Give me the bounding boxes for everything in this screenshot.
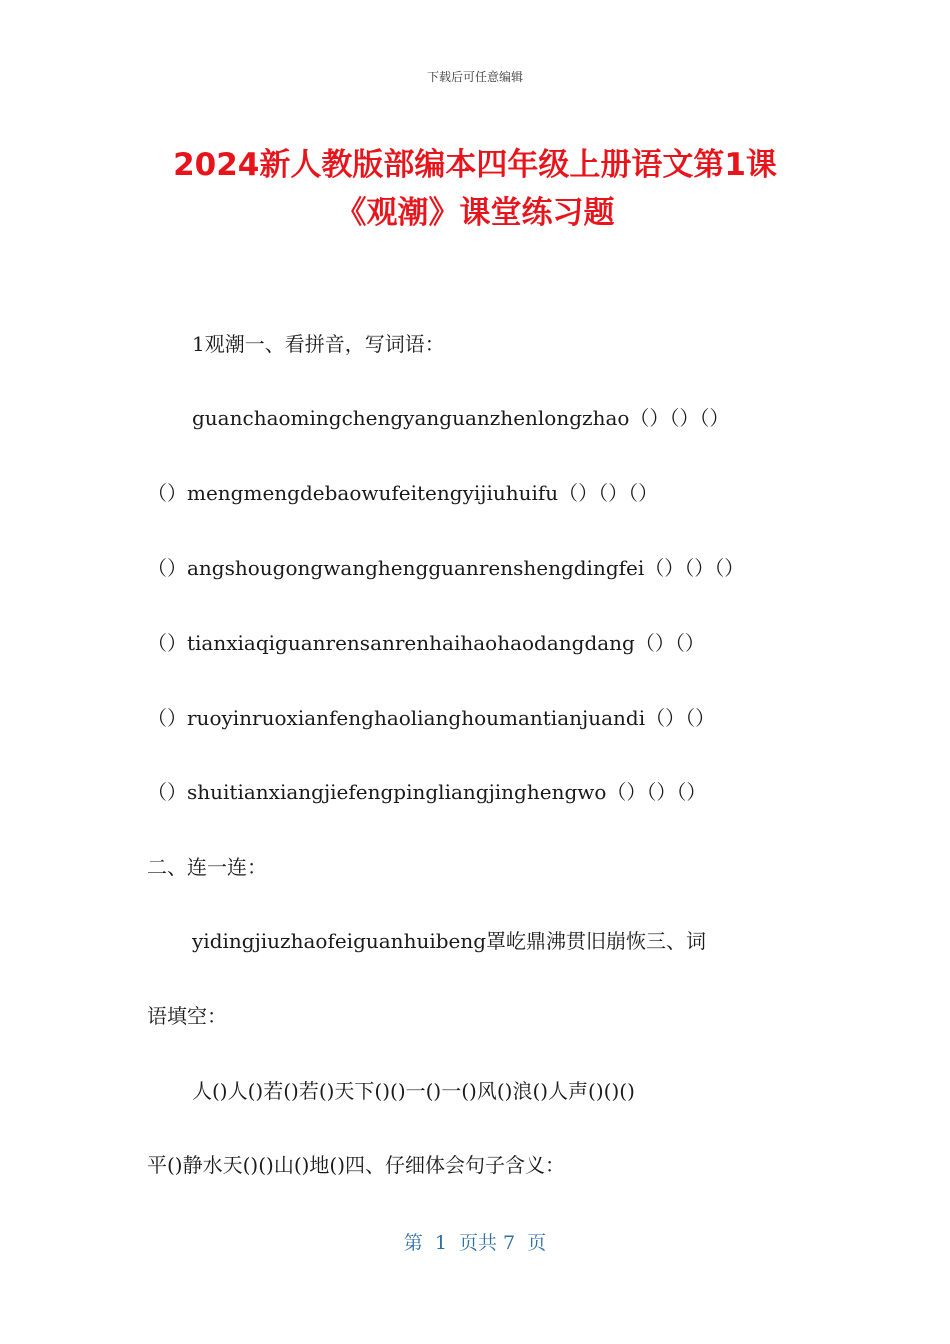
page-footer: 第 1 页共 7 页	[403, 1232, 547, 1254]
pinyin-line: （）angshougongwanghengguanrenshengdingfei（）（）（）	[147, 556, 745, 580]
document-title-line-1: 2024新人教版部编本四年级上册语文第1课	[173, 147, 777, 183]
pinyin-line: （）tianxiaqiguanrensanrenhaihaohaodangdang（）（）	[147, 631, 705, 655]
header-note: 下载后可任意编辑	[426, 70, 523, 84]
fill-in-line: 人()人()若()若()天下()()一()一()风()浪()人声()()()	[192, 1079, 635, 1103]
document-title-line-2: 《观潮》课堂练习题	[335, 195, 615, 231]
section-heading: 二、连一连：	[147, 855, 267, 879]
pinyin-line: （）ruoyinruoxianfenghaolianghoumantianjuandi（）（）	[147, 706, 716, 730]
fill-in-line: 平()静水天()()山()地()四、仔细体会句子含义：	[147, 1153, 566, 1177]
section-heading: 1观潮一、看拼音，写词语：	[192, 332, 445, 356]
pinyin-line: guanchaomingchengyanguanzhenlongzhao（）（）（）	[192, 406, 730, 430]
matching-line: yidingjiuzhaofeiguanhuibeng罩屹鼎沸贯旧崩恢三、词	[192, 929, 707, 953]
pinyin-line: （）mengmengdebaowufeitengyijiuhuifu（）（）（）	[147, 481, 659, 505]
pinyin-line: （）shuitianxiangjiefengpingliangjinghengwo（）（）（）	[147, 780, 707, 804]
section-heading: 语填空：	[147, 1004, 227, 1028]
